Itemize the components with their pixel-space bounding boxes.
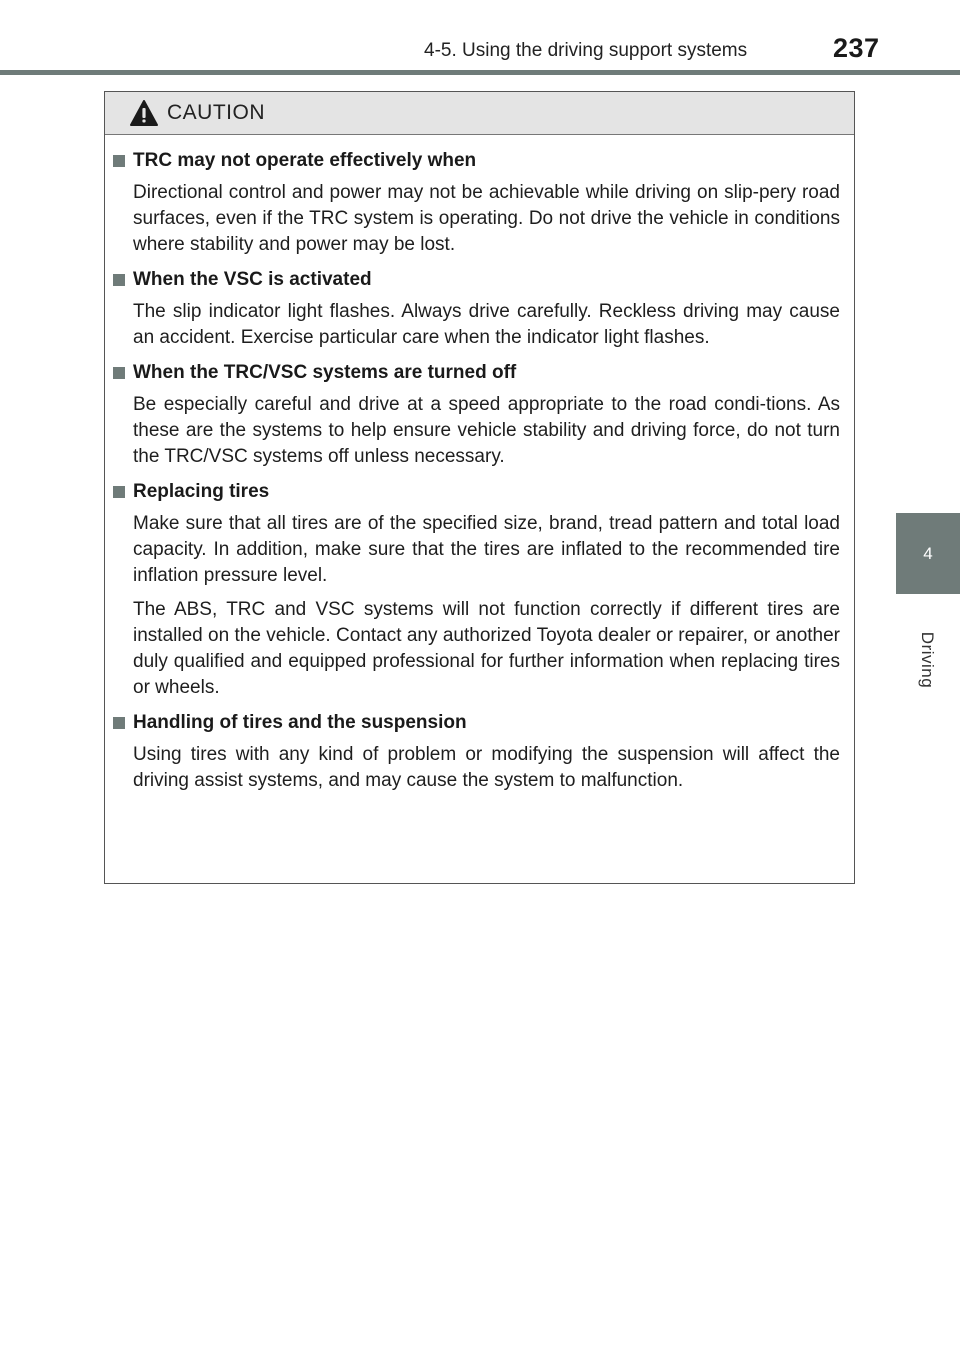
section-paragraph: Directional control and power may not be achievable while driving on slip-pery road surfaces, even if the TRC system is operating. Do not drive the vehicle in conditions where stability and power may be lost. [133, 182, 840, 255]
caution-section [113, 710, 840, 794]
section-heading-text: When the VSC is activated [133, 269, 372, 290]
chapter-label-container [897, 620, 957, 700]
caution-box [104, 91, 855, 884]
chapter-label: Driving [918, 631, 937, 689]
caution-section [113, 360, 840, 470]
caution-section [113, 479, 840, 701]
square-bullet-icon [113, 155, 125, 167]
section-paragraph: Be especially careful and drive at a speed appropriate to the road condi-tions. As these are the systems to help ensure vehicle stability and driving force, do not turn the TRC/VSC systems off unless necessary. [133, 394, 840, 467]
caution-body [105, 135, 854, 794]
chapter-tab [896, 513, 960, 594]
section-heading [113, 479, 840, 505]
header-divider [0, 70, 960, 75]
section-heading [113, 710, 840, 736]
warning-triangle-icon [129, 99, 159, 127]
section-paragraph: The ABS, TRC and VSC systems will not function correctly if different tires are installed on the vehicle. Contact any authorized Toyota dealer or repairer, or another duly qualified and equipped professional for further information when replacing tires or wheels. [133, 599, 840, 698]
section-paragraph: Using tires with any kind of problem or modifying the suspension will affect the driving assist systems, and may cause the system to malfunction. [133, 744, 840, 791]
section-heading [113, 148, 840, 174]
caution-section [113, 148, 840, 258]
square-bullet-icon [113, 367, 125, 379]
section-paragraph: Make sure that all tires are of the specified size, brand, tread pattern and total load capacity. In addition, make sure that the tires are inflated to the recommended tire inflation pressure level. [133, 513, 840, 586]
square-bullet-icon [113, 717, 125, 729]
square-bullet-icon [113, 486, 125, 498]
section-header-title: 4-5. Using the driving support systems [424, 40, 748, 61]
caution-section [113, 267, 840, 351]
page-number: 237 [833, 33, 880, 63]
section-heading-text: Handling of tires and the suspension [133, 712, 467, 733]
caution-header [105, 92, 854, 135]
caution-label: CAUTION [167, 101, 265, 124]
section-heading [113, 360, 840, 386]
chapter-number: 4 [923, 543, 933, 563]
square-bullet-icon [113, 274, 125, 286]
section-heading [113, 267, 840, 293]
section-heading-text: TRC may not operate effectively when [133, 150, 477, 171]
section-paragraph: The slip indicator light flashes. Always drive carefully. Reckless driving may cause an accident. Exercise particular care when the indicator light flashes. [133, 301, 840, 348]
section-heading-text: When the TRC/VSC systems are turned off [133, 362, 517, 383]
section-heading-text: Replacing tires [133, 481, 270, 502]
